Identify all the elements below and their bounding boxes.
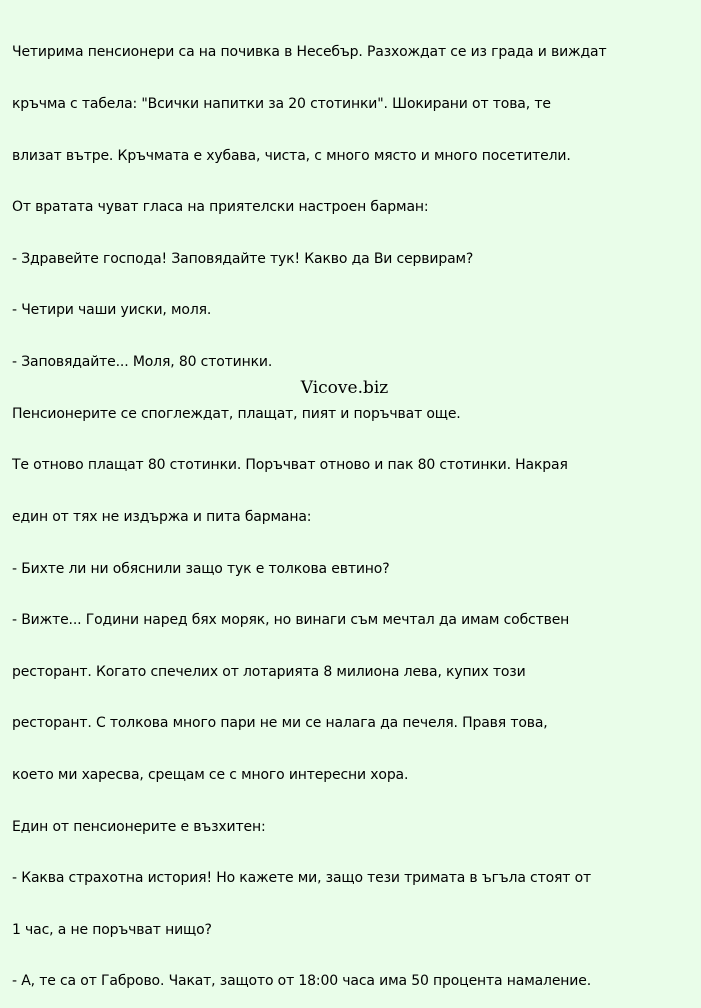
joke-line: Един от пенсионерите е възхитен: <box>12 818 266 835</box>
joke-line: Четирима пенсионери са на почивка в Несебър. Разхождат се из града и виждат <box>12 44 607 61</box>
site-name: Vicove.biz <box>300 378 389 398</box>
joke-line: ресторант. Когато спечелих от лотарията 8 милиона лева, купих този <box>12 663 526 680</box>
joke-text <box>12 10 692 1008</box>
joke-line: - Заповядайте... Моля, 80 стотинки. <box>12 354 273 371</box>
joke-line: Пенсионерите се споглеждат, плащат, пият и поръчват още. <box>12 405 461 422</box>
joke-line: - Вижте... Години наред бях моряк, но винаги съм мечтал да имам собствен <box>12 612 570 629</box>
joke-line: - Каква страхотна история! Но кажете ми, защо тези тримата в ъгъла стоят от <box>12 870 592 887</box>
site-footer <box>0 378 701 398</box>
joke-line: Те отново плащат 80 стотинки. Поръчват отново и пак 80 стотинки. Накрая <box>12 457 568 474</box>
joke-line: ресторант. С толкова много пари не ми се налага да печеля. Правя това, <box>12 715 548 732</box>
joke-line: - Четири чаши уиски, моля. <box>12 302 212 319</box>
joke-line: което ми харесва, срещам се с много интересни хора. <box>12 766 409 783</box>
joke-line: - Здравейте господа! Заповядайте тук! Какво да Ви сервирам? <box>12 250 474 267</box>
joke-line: влизат вътре. Кръчмата е хубава, чиста, с много място и много посетители. <box>12 147 571 164</box>
joke-line: От вратата чуват гласа на приятелски настроен барман: <box>12 199 429 216</box>
joke-line: - Бихте ли ни обяснили защо тук е толкова евтино? <box>12 560 390 577</box>
joke-line: един от тях не издържа и пита бармана: <box>12 508 312 525</box>
joke-line: кръчма с табела: "Всички напитки за 20 стотинки". Шокирани от това, те <box>12 96 551 113</box>
joke-line: 1 час, а не поръчват нищо? <box>12 921 212 938</box>
joke-line: - А, те са от Габрово. Чакат, защото от 18:00 часа има 50 процента намаление. <box>12 973 592 990</box>
